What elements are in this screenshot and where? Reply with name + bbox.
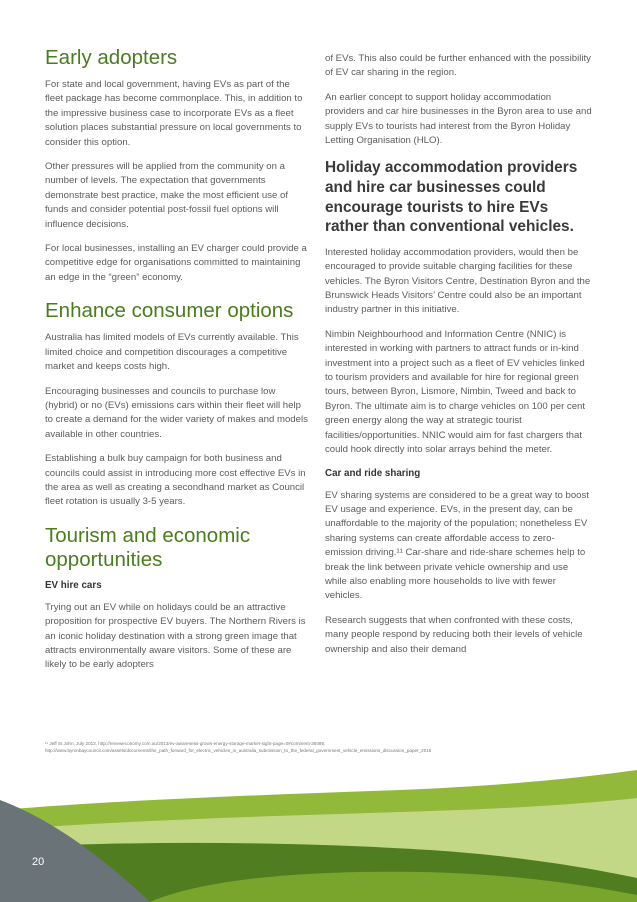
paragraph: Nimbin Neighbourhood and Information Centre (NNIC) is interested in working with partners to attract funds or in-kind investment into a project such as a fleet of EV vehicles linked to tourism providers and available for hire for regional green tours, between Byron, Lismore, Nimbin, Tweed and back to Byron. The ultimate aim is to charge vehicles on 100 per cent green energy along the way at strategic tourist facilities/opportunities. NNIC would aim for fast chargers that could hook directly into solar arrays behind the meter. — [325, 328, 586, 456]
paragraph: An earlier concept to support holiday accommodation providers and car hire businesses in the Byron area to use and supply EVs to tourists had interest from the Byron Holiday Letting Organisation (HLO). — [325, 91, 592, 147]
paragraph: EV sharing systems are considered to be a great way to boost EV usage and experience. EVs, in the present day, can be unaffordable to the majority of the population; nonetheless EV sharing systems can create affordable access to zero-emission driving.¹¹ Car-share and ride-share schemes help to break the link between private vehicle ownership and use while also enabling more households to live with fewer vehicles. — [325, 489, 589, 602]
page-number: 20 — [32, 856, 45, 868]
paragraph: Australia has limited models of EVs currently available. This limited choice and competition discourages a competitive market and keeps costs high. — [45, 332, 299, 373]
paragraph: Research suggests that when confronted with these costs, many people respond by reducing both their levels of vehicle ownership and also their demand — [325, 614, 583, 655]
paragraph: Encouraging businesses and councils to purchase low (hybrid) or no (EVs) emissions cars within their fleet will help to create a demand for the wider variety of makes and models available in other countries. — [45, 385, 308, 440]
subheading-ev-hire-cars: EV hire cars — [45, 579, 102, 591]
heading-early-adopters: Early adopters — [45, 46, 178, 69]
footnote: ¹¹ Jeff St John, July 2013, http://reneweconomy.com.au/2013/ev-awareness-grows-energy-storage-market-sight-page=0#comment-39485; http://www.byronbaycouncil.com/assets/documents/the_path_forward_for_electric_vehicles_in_australia_submission_to_the_federal_government_vehicle_emissions_discussion_paper_2016 — [45, 741, 432, 753]
paragraph: Interested holiday accommodation providers, would then be encouraged to provide suitable charging facilities for these vehicles. The Byron Visitors Centre, Destination Byron and the Brunswick Heads Visitors’ Centre could also be an important industry partner in this initiative. — [325, 246, 591, 316]
heading-enhance-consumer-options: Enhance consumer options — [45, 299, 294, 323]
heading-tourism-economic: Tourism and economic opportunities — [45, 523, 251, 571]
subheading-car-ride-sharing: Car and ride sharing — [325, 467, 421, 479]
paragraph: of EVs. This also could be further enhanced with the possibility of EV car sharing in the region. — [325, 53, 591, 79]
callout-heading: Holiday accommodation providers and hire car businesses could encourage tourists to hire EVs rather than conventional vehicles. — [325, 159, 578, 236]
paragraph: Trying out an EV while on holidays could be an attractive proposition for prospective EV buyers. The Northern Rivers is an iconic holiday destination with a strong green image that attracts environmentally aware visitors. Some of these are likely to be early adopters — [45, 601, 306, 671]
paragraph: For local businesses, installing an EV charger could provide a competitive edge for organisations committed to maintaining an edge in the “green” economy. — [45, 243, 307, 283]
decorative-bands — [0, 760, 637, 902]
paragraph: Establishing a bulk buy campaign for both business and councils could assist in introducing more cost effective EVs in the area as well as creating a secondhand market as Council fleet rotation is usually 3-5 years. — [45, 453, 306, 508]
paragraph: Other pressures will be applied from the community on a number of levels. The expectation that governments demonstrate best practice, make the most efficient use of funds and consider potential post-fossil fuel options will influence decisions. — [45, 161, 288, 230]
paragraph: For state and local government, having EVs as part of the fleet package has become commonplace. This, in addition to the impressive business case to incorporate EVs as a fleet solution places substantial pressure on local governments to consider this option. — [45, 79, 303, 148]
left-column — [45, 46, 308, 683]
right-column — [325, 52, 592, 667]
